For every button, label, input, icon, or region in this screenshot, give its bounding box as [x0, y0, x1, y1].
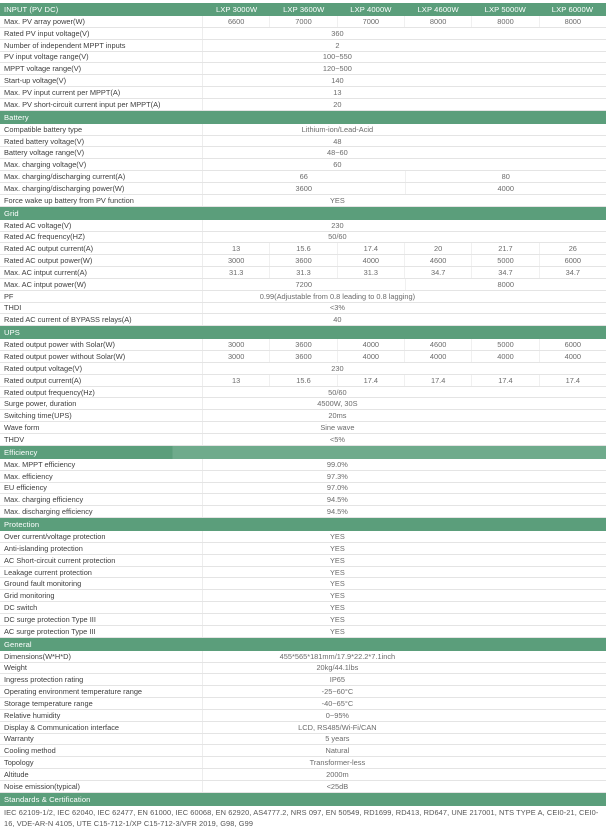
spec-label: Force wake up battery from PV function	[0, 195, 203, 206]
spec-value: 34.7	[539, 267, 606, 278]
spec-row	[0, 339, 606, 351]
spec-value: 3600	[269, 339, 336, 350]
spec-value: 6000	[539, 339, 606, 350]
spec-value: 3000	[227, 256, 245, 266]
spec-row	[0, 626, 606, 638]
spec-values	[203, 303, 606, 314]
spec-value: 4000	[404, 351, 471, 362]
spec-row	[0, 745, 606, 757]
spec-values	[203, 28, 606, 39]
spec-value: 8000	[539, 16, 606, 27]
spec-row	[0, 674, 606, 686]
spec-value: 4500W, 30S	[317, 399, 358, 409]
spec-label: Rated AC output current(A)	[0, 243, 203, 254]
spec-row	[0, 434, 606, 446]
spec-row	[0, 614, 606, 626]
table-header-band	[0, 3, 606, 16]
spec-values	[203, 710, 606, 721]
spec-row	[0, 195, 606, 207]
spec-value: YES	[330, 567, 345, 577]
spec-value: 94.5%	[326, 507, 348, 517]
spec-values	[203, 16, 606, 27]
spec-value: 100~550	[322, 52, 352, 62]
spec-value: 17.4	[337, 375, 404, 386]
spec-value: LCD, RS485/Wi-Fi/CAN	[298, 722, 377, 732]
section-band-ups	[0, 326, 606, 339]
spec-label: Max. PV short-circuit current input per MPPT(A)	[0, 99, 203, 110]
spec-label: Noise emission(typical)	[0, 781, 203, 792]
spec-value: YES	[330, 555, 345, 565]
spec-row	[0, 710, 606, 722]
spec-value: 13	[333, 87, 342, 97]
spec-value: 7200	[295, 279, 312, 289]
column-header-model-2: LXP 4000W	[350, 5, 392, 14]
spec-label: Relative humidity	[0, 710, 203, 721]
spec-values	[203, 291, 606, 302]
spec-row	[0, 398, 606, 410]
spec-value: -40~65°C	[321, 698, 354, 708]
spec-label: AC Short-circuit current protection	[0, 555, 203, 566]
spec-row	[0, 351, 606, 363]
section-band-protection	[0, 518, 606, 531]
spec-value: 31.3	[228, 267, 244, 277]
spec-label: Rated output frequency(Hz)	[0, 387, 203, 398]
spec-label: Max. AC intput current(A)	[0, 267, 203, 278]
spec-values	[203, 459, 606, 470]
spec-values	[203, 722, 606, 733]
spec-row	[0, 555, 606, 567]
spec-label: Max. efficiency	[0, 471, 203, 482]
spec-row	[0, 171, 606, 183]
spec-value: YES	[330, 195, 345, 205]
spec-label: Start-up voltage(V)	[0, 75, 203, 86]
spec-row	[0, 303, 606, 315]
spec-value: 97.3%	[326, 471, 348, 481]
spec-value: 4000	[337, 351, 404, 362]
spec-row	[0, 422, 606, 434]
spec-values	[203, 651, 606, 662]
spec-value: YES	[330, 614, 345, 624]
spec-value: 13	[232, 244, 241, 254]
spec-row	[0, 63, 606, 75]
spec-value: 40	[333, 315, 342, 325]
section-band-label: Protection	[4, 520, 40, 530]
spec-value: Transformer-less	[309, 758, 366, 768]
spec-values	[203, 769, 606, 780]
spec-label: Rated AC voltage(V)	[0, 220, 203, 231]
spec-label: Max. PV array power(W)	[0, 16, 203, 27]
spec-value: 3000	[227, 352, 245, 362]
spec-values	[203, 339, 606, 350]
spec-values	[203, 75, 606, 86]
spec-value: 20	[333, 99, 342, 109]
spec-values	[203, 626, 606, 637]
spec-values	[203, 781, 606, 792]
spec-value: 230	[331, 363, 344, 373]
spec-label: Weight	[0, 663, 203, 674]
table-header-title: INPUT (PV DC)	[4, 5, 59, 14]
spec-row	[0, 87, 606, 99]
spec-label: Rated output voltage(V)	[0, 363, 203, 374]
spec-value: Lithium-ion/Lead-Acid	[301, 124, 374, 134]
spec-values	[203, 124, 606, 135]
spec-values	[203, 351, 606, 362]
spec-values	[203, 531, 606, 542]
spec-label: THDI	[0, 303, 203, 314]
spec-label: Max. discharging efficiency	[0, 506, 203, 517]
spec-label: Max. MPPT efficiency	[0, 459, 203, 470]
spec-value: 48	[333, 136, 342, 146]
spec-values	[203, 506, 606, 517]
spec-row	[0, 183, 606, 195]
section-band-standards	[0, 793, 606, 806]
spec-value: YES	[330, 531, 345, 541]
column-header-model-1: LXP 3600W	[283, 5, 325, 14]
spec-value: 3600	[269, 255, 336, 266]
spec-row	[0, 232, 606, 244]
spec-value: YES	[330, 543, 345, 553]
spec-value: 20	[404, 243, 471, 254]
spec-value: 5000	[471, 255, 538, 266]
spec-value: 20ms	[328, 411, 347, 421]
spec-label: PF	[0, 291, 203, 302]
spec-label: Cooling method	[0, 745, 203, 756]
spec-values	[203, 99, 606, 110]
spec-values	[203, 243, 606, 254]
spec-values	[203, 410, 606, 421]
spec-values	[203, 422, 606, 433]
spec-value: 60	[333, 160, 342, 170]
spec-values	[203, 183, 606, 194]
spec-value: 31.3	[269, 267, 336, 278]
spec-row	[0, 16, 606, 28]
spec-label: Max. AC intput power(W)	[0, 279, 203, 290]
spec-values	[203, 87, 606, 98]
spec-label: Rated output current(A)	[0, 375, 203, 386]
spec-sections	[0, 16, 606, 793]
spec-row	[0, 602, 606, 614]
spec-value: <3%	[329, 303, 345, 313]
spec-label: Rated AC output power(W)	[0, 255, 203, 266]
spec-value: 4000	[337, 339, 404, 350]
spec-values	[203, 52, 606, 63]
spec-values	[203, 220, 606, 231]
spec-value: 50/60	[328, 387, 347, 397]
spec-value: 15.6	[269, 375, 336, 386]
spec-row	[0, 494, 606, 506]
spec-label: Leakage current protection	[0, 567, 203, 578]
spec-values	[203, 136, 606, 147]
spec-row	[0, 459, 606, 471]
spec-values	[203, 602, 606, 613]
spec-value: 2000m	[326, 770, 349, 780]
spec-value: Sine wave	[320, 423, 355, 433]
spec-value: 34.7	[404, 267, 471, 278]
spec-value: 7000	[337, 16, 404, 27]
spec-value: 4000	[337, 255, 404, 266]
spec-label: Compatible battery type	[0, 124, 203, 135]
spec-label: DC surge protection Type III	[0, 614, 203, 625]
spec-label: Max. charging efficiency	[0, 494, 203, 505]
spec-label: Ingress protection rating	[0, 674, 203, 685]
spec-value: 17.4	[539, 375, 606, 386]
spec-row	[0, 28, 606, 40]
spec-values	[203, 255, 606, 266]
section-band-label: General	[4, 639, 32, 649]
spec-values	[203, 698, 606, 709]
spec-row	[0, 220, 606, 232]
standards-band-label: Standards & Certification	[4, 794, 91, 804]
spec-row	[0, 543, 606, 555]
spec-value: <5%	[329, 434, 345, 444]
spec-label: Wave form	[0, 422, 203, 433]
spec-values	[203, 471, 606, 482]
spec-values	[203, 674, 606, 685]
section-band-label: Battery	[4, 112, 29, 122]
spec-label: Battery voltage range(V)	[0, 147, 203, 158]
spec-label: Topology	[0, 757, 203, 768]
spec-value: YES	[330, 579, 345, 589]
spec-value: -25~60°C	[321, 687, 354, 697]
spec-value: 3000	[227, 340, 245, 350]
spec-value: 13	[232, 375, 241, 385]
spec-row	[0, 410, 606, 422]
spec-label: Rated output power with Solar(W)	[0, 339, 203, 350]
spec-values	[203, 387, 606, 398]
spec-label: Max. charging voltage(V)	[0, 159, 203, 170]
spec-values	[203, 195, 606, 206]
spec-value: 80	[405, 171, 606, 182]
spec-values	[203, 63, 606, 74]
spec-label: Ground fault monitoring	[0, 578, 203, 589]
spec-row	[0, 363, 606, 375]
spec-row	[0, 722, 606, 734]
spec-row	[0, 698, 606, 710]
spec-value: 20kg/44.1lbs	[316, 663, 359, 673]
spec-value: 94.5%	[326, 495, 348, 505]
spec-value: 17.4	[471, 375, 538, 386]
spec-value: 8000	[471, 16, 538, 27]
spec-label: MPPT voltage range(V)	[0, 63, 203, 74]
spec-label: EU efficiency	[0, 483, 203, 494]
spec-value: 455*565*181mm/17.9*22.2*7.1inch	[279, 651, 396, 661]
spec-value: 3600	[269, 351, 336, 362]
spec-value: 0.99(Adjustable from 0.8 leading to 0.8 lagging)	[259, 291, 416, 301]
spec-values	[203, 314, 606, 325]
spec-label: Display & Communication interface	[0, 722, 203, 733]
spec-value: 4600	[404, 255, 471, 266]
spec-value: 5 years	[325, 734, 350, 744]
spec-label: Warranty	[0, 734, 203, 745]
spec-values	[203, 147, 606, 158]
spec-value: 8000	[404, 16, 471, 27]
spec-label: AC surge protection Type III	[0, 626, 203, 637]
spec-values	[203, 279, 606, 290]
spec-values	[203, 745, 606, 756]
spec-row	[0, 769, 606, 781]
spec-value: IP65	[329, 675, 345, 685]
spec-values	[203, 171, 606, 182]
spec-value: 97.0%	[326, 483, 348, 493]
spec-value: 8000	[405, 279, 606, 290]
spec-value: 48~60	[327, 148, 348, 158]
spec-label: Altitude	[0, 769, 203, 780]
spec-row	[0, 52, 606, 64]
spec-row	[0, 531, 606, 543]
spec-value: 0~95%	[325, 710, 349, 720]
column-header-model-5: LXP 6000W	[551, 5, 594, 14]
section-band-grid	[0, 207, 606, 220]
spec-value: 140	[331, 76, 344, 86]
spec-values	[203, 614, 606, 625]
spec-value: 15.6	[269, 243, 336, 254]
spec-label: Max. charging/discharging power(W)	[0, 183, 203, 194]
spec-row	[0, 267, 606, 279]
spec-value: 5000	[471, 339, 538, 350]
spec-label: Surge power, duration	[0, 398, 203, 409]
spec-table	[0, 3, 606, 829]
spec-row	[0, 578, 606, 590]
spec-value: YES	[330, 591, 345, 601]
spec-row	[0, 734, 606, 746]
spec-value: YES	[330, 603, 345, 613]
spec-value: <25dB	[326, 781, 349, 791]
spec-row	[0, 567, 606, 579]
spec-value: Natural	[325, 746, 350, 756]
spec-row	[0, 124, 606, 136]
spec-label: Operating environment temperature range	[0, 686, 203, 697]
column-header-model-4: LXP 5000W	[484, 5, 526, 14]
spec-values	[203, 375, 606, 386]
spec-row	[0, 314, 606, 326]
spec-label: Rated AC current of BYPASS relays(A)	[0, 314, 203, 325]
spec-row	[0, 75, 606, 87]
spec-label: Grid monitoring	[0, 590, 203, 601]
spec-label: Max. charging/discharging current(A)	[0, 171, 203, 182]
section-band-label: UPS	[4, 328, 20, 338]
section-band-label: Grid	[4, 208, 19, 218]
spec-values	[203, 578, 606, 589]
section-band-general	[0, 638, 606, 651]
spec-values	[203, 757, 606, 768]
spec-label: Rated battery voltage(V)	[0, 136, 203, 147]
spec-values	[203, 494, 606, 505]
spec-values	[203, 686, 606, 697]
spec-values	[203, 159, 606, 170]
spec-row	[0, 40, 606, 52]
spec-value: 26	[539, 243, 606, 254]
spec-value: 34.7	[471, 267, 538, 278]
spec-values	[203, 590, 606, 601]
spec-value: 230	[331, 220, 344, 230]
section-band-efficiency	[0, 446, 606, 459]
spec-value: 31.3	[337, 267, 404, 278]
spec-value: 360	[331, 28, 344, 38]
spec-row	[0, 291, 606, 303]
spec-value: 99.0%	[326, 459, 348, 469]
spec-row	[0, 686, 606, 698]
spec-value: 6000	[539, 255, 606, 266]
spec-label: Over current/voltage protection	[0, 531, 203, 542]
spec-label: Storage temperature range	[0, 698, 203, 709]
spec-values	[203, 543, 606, 554]
section-band-label: Efficiency	[4, 447, 38, 457]
spec-values	[203, 232, 606, 243]
section-band-battery	[0, 111, 606, 124]
spec-label: DC switch	[0, 602, 203, 613]
spec-value: 4600	[404, 339, 471, 350]
spec-row	[0, 147, 606, 159]
spec-value: 4000	[539, 351, 606, 362]
spec-row	[0, 483, 606, 495]
spec-value: 21.7	[471, 243, 538, 254]
spec-label: Rated PV input voltage(V)	[0, 28, 203, 39]
spec-row	[0, 651, 606, 663]
spec-values	[203, 398, 606, 409]
spec-values	[203, 483, 606, 494]
spec-value: 6600	[227, 16, 245, 26]
spec-label: Max. PV input current per MPPT(A)	[0, 87, 203, 98]
spec-row	[0, 757, 606, 769]
spec-values	[203, 267, 606, 278]
spec-value: 120~500	[322, 64, 352, 74]
spec-label: Number of independent MPPT inputs	[0, 40, 203, 51]
spec-row	[0, 99, 606, 111]
spec-row	[0, 279, 606, 291]
spec-label: Switching time(UPS)	[0, 410, 203, 421]
spec-value: YES	[330, 626, 345, 636]
spec-value: 50/60	[328, 232, 347, 242]
spec-row	[0, 590, 606, 602]
spec-row	[0, 663, 606, 675]
spec-values	[203, 567, 606, 578]
spec-value: 17.4	[337, 243, 404, 254]
spec-values	[203, 434, 606, 445]
spec-row	[0, 159, 606, 171]
spec-value: 7000	[269, 16, 336, 27]
spec-values	[203, 555, 606, 566]
spec-row	[0, 781, 606, 793]
spec-row	[0, 375, 606, 387]
spec-value: 66	[299, 172, 308, 182]
spec-row	[0, 387, 606, 399]
spec-label: THDV	[0, 434, 203, 445]
standards-text: IEC 62109-1/2, IEC 62040, IEC 62477, EN 61000, IEC 60068, EN 62920, AS4777.2, NRS 097, EN 50549, RD1699, RD413, RD647, UNE 217001, NTS TYPE A, CEI0-21, CEI0-16, VDE-AR-N 4105, UTE C15-712-1/XP C15-712-3/VFR 2019, G98, G99	[4, 807, 599, 828]
column-header-model-0: LXP 3000W	[215, 5, 258, 14]
spec-values	[203, 40, 606, 51]
column-header-model-3: LXP 4600W	[417, 5, 459, 14]
spec-value: 17.4	[404, 375, 471, 386]
spec-label: Dimensions(W*H*D)	[0, 651, 203, 662]
spec-label: Anti-islanding protection	[0, 543, 203, 554]
spec-row	[0, 136, 606, 148]
spec-label: PV input voltage range(V)	[0, 52, 203, 63]
spec-label: Rated output power without Solar(W)	[0, 351, 203, 362]
spec-values	[203, 363, 606, 374]
spec-row	[0, 471, 606, 483]
spec-value: 4000	[405, 183, 606, 194]
spec-values	[203, 734, 606, 745]
spec-value: 4000	[471, 351, 538, 362]
spec-values	[203, 663, 606, 674]
spec-row	[0, 506, 606, 518]
spec-row	[0, 243, 606, 255]
spec-row	[0, 255, 606, 267]
spec-value: 2	[335, 40, 340, 50]
spec-value: 3600	[295, 183, 312, 193]
spec-label: Rated AC frequency(HZ)	[0, 232, 203, 243]
